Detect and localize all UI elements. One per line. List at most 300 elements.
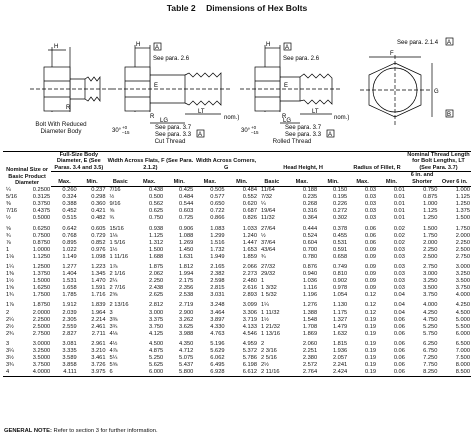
table-cell: 0.01 <box>393 208 405 215</box>
table-cell: 0.02 <box>393 225 405 232</box>
table-cell: 1.750 <box>455 225 470 232</box>
table-cell: 1.149 <box>62 253 77 260</box>
table-cell: 0.642 <box>62 225 77 232</box>
table-cell: 2½ <box>261 362 269 369</box>
table-cell: 3.589 <box>62 355 77 362</box>
see-para-33-b: See para. 3.3 <box>285 132 322 138</box>
table-cell: 1.859 <box>242 253 257 260</box>
label-a-4: A <box>447 40 452 46</box>
table-cell: 0.19 <box>364 340 377 347</box>
table-row <box>3 215 471 222</box>
table-cell: 5.629 <box>210 348 225 354</box>
table-cell: 0.302 <box>332 215 348 222</box>
table-cell: 1.345 <box>91 271 106 278</box>
table-row <box>3 362 471 369</box>
table-cell: 2.616 <box>242 285 257 292</box>
table-cell: 3.5000 <box>32 355 51 362</box>
table-cell: 2.500 <box>423 253 438 260</box>
table-cell: 0.272 <box>332 208 348 215</box>
table-cell: 2.538 <box>179 292 194 299</box>
table-cell: 0.09 <box>364 271 377 278</box>
header-thread: Nominal Thread Length for Bolt Lengths, LT (See Para. 3.7) <box>407 152 470 171</box>
table-cell: 27/32 <box>261 263 276 270</box>
table-cell: 4.250 <box>423 309 438 316</box>
table-cell: 2 11/16 <box>258 369 286 377</box>
table-cell: 3.625 <box>179 323 194 330</box>
table-cell: 1.388 <box>302 309 318 316</box>
table-row <box>3 240 471 247</box>
table-cell: 3.750 <box>423 292 438 299</box>
table-cell: 1.994 <box>179 271 194 278</box>
table-cell: 0.902 <box>332 278 348 285</box>
table-cell: 2.2500 <box>32 316 51 323</box>
table-cell: 1.277 <box>62 263 77 270</box>
table-cell: 0.360 <box>91 201 106 208</box>
label-g-4: G <box>434 89 439 95</box>
table-cell: 2.039 <box>62 309 77 316</box>
table-cell: 0.749 <box>332 263 348 270</box>
table-cell: 0.650 <box>210 201 225 208</box>
table-cell: 2.241 <box>332 362 348 369</box>
table-cell: 1.964 <box>91 309 106 316</box>
label-a-3b: A <box>328 132 333 138</box>
table-row <box>3 310 471 317</box>
table-cell: 3.081 <box>62 340 77 347</box>
table-cell: 3.248 <box>210 302 225 309</box>
table-cell: 6.928 <box>194 369 225 377</box>
table-cell: 0.938 <box>148 225 164 232</box>
table-cell: 1.815 <box>332 340 348 347</box>
table-cell: 1⅝ <box>6 285 14 292</box>
table-row <box>3 324 471 331</box>
sub-min: Min. <box>226 172 258 187</box>
table-cell: 0.388 <box>62 201 77 208</box>
table-cell: 1.130 <box>332 302 348 309</box>
see-para-214: See para. 2.1.4 <box>397 40 439 46</box>
table-cell: 4.250 <box>455 302 470 309</box>
table-cell: 2.060 <box>302 340 318 347</box>
table-cell: 1.949 <box>210 253 225 260</box>
table-cell: 0.750 <box>148 215 164 222</box>
table-cell: 5.250 <box>148 355 164 362</box>
table-cell: 0.603 <box>179 208 194 215</box>
label-a-2: A <box>155 45 160 51</box>
label-lg-2: LG <box>160 118 169 124</box>
table-row <box>3 233 471 240</box>
table-cell: 6.750 <box>423 348 438 354</box>
table-cell: 3.0000 <box>32 340 51 347</box>
table-cell: 0.06 <box>393 348 405 354</box>
table-cell: 0.2500 <box>32 186 51 193</box>
table-cell: 0.06 <box>393 330 405 337</box>
table-cell: 4.500 <box>455 309 470 316</box>
table-cell: 1.312 <box>148 239 164 246</box>
table-cell: 2.750 <box>423 263 438 270</box>
table-cell: 2 1/16 <box>109 271 126 278</box>
table-cell: 0.19 <box>364 316 377 323</box>
table-cell: 4.750 <box>423 316 438 323</box>
table-cell: 0.484 <box>242 187 257 194</box>
table-cell: 5.000 <box>455 316 470 323</box>
table-cell: 2.356 <box>179 285 194 292</box>
label-a-3: A <box>285 45 290 51</box>
table-cell: 0.544 <box>179 201 194 208</box>
header-flats: Width Across Flats, F (See Para. 2.1.2) <box>107 152 195 172</box>
table-cell: 1.6250 <box>32 285 51 292</box>
table-cell: 0.03 <box>393 278 405 285</box>
table-row <box>3 348 471 355</box>
table-cell: 1.479 <box>332 323 348 330</box>
table-cell: 0.19 <box>364 362 377 369</box>
table-cell: 2.250 <box>148 278 164 285</box>
table-cell: 4.546 <box>242 330 257 337</box>
table-cell: 2.711 <box>91 330 106 337</box>
table-cell: 4.330 <box>210 323 225 330</box>
label-f-4: F <box>390 51 394 57</box>
table-row <box>3 331 471 338</box>
table-cell: 1.327 <box>332 316 348 323</box>
figure-rolled-thread <box>240 42 349 138</box>
table-cell: 0.562 <box>148 201 164 208</box>
table-cell: 1.839 <box>91 302 106 309</box>
table-cell: 4.712 <box>179 348 194 354</box>
table-cell: 3.250 <box>455 271 470 278</box>
table-cell: 3⅜ <box>109 316 118 323</box>
table-row <box>3 201 471 208</box>
table-cell: 4⅞ <box>109 348 118 354</box>
table-cell: 1⅜ <box>6 271 14 278</box>
dimensions-table <box>3 151 471 377</box>
table-cell: 37/64 <box>261 239 276 246</box>
table-cell: ⅜ <box>6 201 11 208</box>
table-row <box>3 278 471 285</box>
label-h-2: H <box>136 42 141 48</box>
table-cell: 0.577 <box>210 194 225 201</box>
table-cell: 5.750 <box>423 330 438 337</box>
table-cell: 0.364 <box>302 215 318 222</box>
table-body <box>3 187 471 377</box>
table-cell: 0.876 <box>302 263 318 270</box>
table-cell: 0.620 <box>242 201 257 208</box>
table-cell: 0.425 <box>179 187 194 194</box>
table-cell: 2.250 <box>455 239 470 246</box>
table-cell: 2.424 <box>318 369 348 377</box>
table-cell: 0.500 <box>148 194 164 201</box>
see-para-33-a: See para. 3.3 <box>155 132 192 138</box>
table-cell: 3.210 <box>91 348 106 354</box>
table-cell: 2 <box>261 340 265 347</box>
table-cell: 1⅞ <box>109 263 118 270</box>
table-cell: 1¾ <box>6 292 14 299</box>
sub-max: Max. <box>134 172 164 187</box>
table-cell: 2 13/16 <box>109 302 129 309</box>
table-cell: 2.380 <box>302 355 318 362</box>
table-cell: 1.0000 <box>32 246 51 253</box>
table-cell: 1.732 <box>210 246 225 253</box>
table-cell: 2.827 <box>62 330 77 337</box>
table-cell: 1¼ <box>261 302 269 309</box>
table-cell: 2¼ <box>6 316 14 323</box>
table-cell: 1.653 <box>242 246 257 253</box>
table-cell: 2.812 <box>148 302 164 309</box>
table-cell: 0.06 <box>393 316 405 323</box>
label-b-4: B <box>447 112 452 118</box>
table-cell: 1 <box>261 278 265 285</box>
table-cell: 0.01 <box>393 194 405 201</box>
table-cell: 5/16 <box>6 194 18 201</box>
table-cell: 2.066 <box>242 263 257 270</box>
table-cell: 8.250 <box>406 369 438 377</box>
table-cell: 2 3/16 <box>261 348 277 354</box>
table-cell: ½ <box>109 194 115 201</box>
table-cell: 0.12 <box>364 309 377 316</box>
table-cell: 0.06 <box>364 239 377 246</box>
table-cell: 1.175 <box>332 309 348 316</box>
table-cell: 2.000 <box>455 232 470 239</box>
table-cell: 1⅛ <box>6 253 14 260</box>
table-cell: 4.500 <box>148 340 164 347</box>
table-cell: 3.858 <box>62 362 77 369</box>
table-cell: 0.01 <box>393 187 405 194</box>
table-cell: 2.961 <box>91 340 106 347</box>
see-para-26-b: See para. 2.6 <box>283 56 320 62</box>
table-cell: 1.250 <box>423 215 438 222</box>
table-cell: 2¾ <box>6 330 14 337</box>
label-r-2: R <box>150 114 155 120</box>
table-cell: 1.098 <box>91 253 106 260</box>
table-cell: 0.12 <box>364 302 377 309</box>
table-cell: 7.500 <box>455 355 470 362</box>
table-cell: 2.382 <box>210 271 225 278</box>
general-note <box>4 428 158 434</box>
table-cell: 6.062 <box>210 355 225 362</box>
table-cell: 0.906 <box>179 225 194 232</box>
table-cell: 0.03 <box>364 194 377 201</box>
table-cell: 0.260 <box>62 187 77 194</box>
table-cell: 0.750 <box>423 187 438 194</box>
label-e-3: E <box>284 83 289 89</box>
table-cell: 3.7500 <box>32 362 51 369</box>
table-cell: 1.7500 <box>32 292 51 299</box>
table-cell: 3.719 <box>242 316 257 323</box>
table-cell: 2¼ <box>109 278 118 285</box>
table-cell: 0.03 <box>393 246 405 253</box>
table-cell: 1.812 <box>179 263 194 270</box>
table-cell: 0.237 <box>91 187 106 194</box>
table-cell: 3.750 <box>148 323 164 330</box>
table-cell: 1½ <box>109 246 118 253</box>
table-cell: ¼ <box>261 201 266 208</box>
table-cell: 3.500 <box>455 278 470 285</box>
table-cell: 1.548 <box>302 316 318 323</box>
table-cell: 0.505 <box>210 187 225 194</box>
sub-min: Min. <box>78 172 107 187</box>
table-cell: 0.150 <box>332 187 348 194</box>
table-cell: 3 <box>109 309 113 316</box>
table-cell: 4⅛ <box>109 330 118 337</box>
table-cell: 3.726 <box>91 362 106 369</box>
table-row <box>3 369 471 377</box>
table-row <box>3 292 471 299</box>
table-cell: 0.940 <box>302 271 318 278</box>
table-cell: 6.612 <box>226 369 258 377</box>
table-cell: 1.3750 <box>32 271 51 278</box>
table-cell: 2.900 <box>179 309 194 316</box>
table-cell: 0.5000 <box>32 215 51 222</box>
table-cell: 0.03 <box>364 187 377 194</box>
table-row <box>3 187 471 195</box>
table-cell: 1.869 <box>302 330 318 337</box>
table-cell: 2.250 <box>423 246 438 253</box>
table-name: Dimensions of Hex Bolts <box>206 3 308 13</box>
label-a-2b: A <box>198 132 203 138</box>
table-cell: ½ <box>261 232 266 239</box>
table-cell: 1.036 <box>302 278 318 285</box>
table-cell: 1.500 <box>148 246 164 253</box>
table-cell: 0.06 <box>393 355 405 362</box>
table-cell: 4.763 <box>210 330 225 337</box>
table-cell: 43/64 <box>261 246 276 253</box>
table-cell: 0.725 <box>179 215 194 222</box>
table-cell: 2.0000 <box>32 309 51 316</box>
table-cell: 1¼ <box>6 263 14 270</box>
table-cell: 0.298 <box>91 194 106 201</box>
table-cell: 1.276 <box>302 302 318 309</box>
sub-max: Max. <box>348 172 377 187</box>
table-cell: 3.250 <box>423 278 438 285</box>
table-cell: 4½ <box>109 340 118 347</box>
table-cell: 1.000 <box>423 201 438 208</box>
table-cell: 6.250 <box>423 340 438 347</box>
table-cell: 3¾ <box>109 323 118 330</box>
sub-max: Max. <box>286 172 318 187</box>
bolt-figures <box>0 17 474 149</box>
table-cell: 0.852 <box>91 239 106 246</box>
sub-min: Min. <box>377 172 406 187</box>
table-cell: 3.897 <box>210 316 225 323</box>
table-cell: 0.768 <box>62 232 77 239</box>
table-cell: 0.7500 <box>32 232 51 239</box>
table-cell: 0.3750 <box>32 201 51 208</box>
table-cell: 0.378 <box>332 225 348 232</box>
table-cell: 6.198 <box>242 362 257 369</box>
table-cell: 2.5000 <box>32 323 51 330</box>
see-para-26-a: See para. 2.6 <box>153 56 190 62</box>
sub-basic: Basic <box>107 172 135 187</box>
table-cell: 2.062 <box>148 271 164 278</box>
table-cell: 0.605 <box>91 225 106 232</box>
table-cell: 2.764 <box>286 369 318 377</box>
sub-max: Max. <box>194 172 225 187</box>
table-cell: 1.716 <box>91 292 106 299</box>
table-cell: 2.572 <box>302 362 318 369</box>
table-cell: 2 5/16 <box>261 355 277 362</box>
table-cell: 0.03 <box>393 271 405 278</box>
tol-3a: +0 <box>251 125 257 130</box>
table-cell: 6 <box>107 369 135 377</box>
table-cell: 5⅝ <box>109 362 118 369</box>
table-cell: 0.687 <box>242 208 257 215</box>
table-cell: 1 11/16 <box>109 253 129 260</box>
table-cell: 0.06 <box>364 225 377 232</box>
table-cell: 3.262 <box>179 316 194 323</box>
table-cell: 1.912 <box>62 302 77 309</box>
table-cell: 0.8750 <box>32 239 51 246</box>
table-cell: 0.03 <box>364 215 377 222</box>
table-cell: 1.223 <box>91 263 106 270</box>
label-e-2: E <box>154 83 159 89</box>
table-cell: 0.04 <box>393 309 405 316</box>
table-cell: 2.305 <box>62 316 77 323</box>
table-cell: 3.975 <box>78 369 107 377</box>
table-cell: 1.299 <box>210 232 225 239</box>
table-cell: 0.01 <box>393 215 405 222</box>
label-lt-3: LT <box>312 109 319 115</box>
table-cell: 0.03 <box>364 201 377 208</box>
table-cell: 0.976 <box>91 246 106 253</box>
table-row <box>3 355 471 362</box>
table-cell: 0.4375 <box>32 208 51 215</box>
table-cell: 29/32 <box>261 271 276 278</box>
caption-rolled: Rolled Thread <box>272 138 312 145</box>
table-row <box>3 264 471 271</box>
table-cell: 0.866 <box>210 215 225 222</box>
table-cell: 3.375 <box>148 316 164 323</box>
table-cell: 4.125 <box>148 330 164 337</box>
table-cell: 1.500 <box>455 215 470 222</box>
sub-min: Min. <box>164 172 194 187</box>
header-nominal: Nominal Size or Basic Product Diameter <box>3 152 51 187</box>
table-cell: 0.06 <box>393 323 405 330</box>
table-cell: 5¼ <box>109 355 118 362</box>
caption-cut: Cut Thread <box>154 138 186 145</box>
table-cell: 1.632 <box>332 330 348 337</box>
table-cell: 0.03 <box>364 208 377 215</box>
table-cell: 1.470 <box>91 278 106 285</box>
table-cell: 0.729 <box>91 232 106 239</box>
sub-basic: Basic <box>258 172 286 187</box>
header-corners: Width Across Corners, G <box>194 152 258 172</box>
table-cell: 2.461 <box>91 323 106 330</box>
table-cell: 1.375 <box>455 208 470 215</box>
table-cell: 3¾ <box>6 362 14 369</box>
table-cell: 7.250 <box>423 355 438 362</box>
table-cell: 3.000 <box>455 263 470 270</box>
label-lt-2: LT <box>198 109 205 115</box>
table-cell: 0.625 <box>148 208 164 215</box>
table-cell: 7/16 <box>109 187 121 194</box>
table-cell: 0.484 <box>179 194 194 201</box>
table-cell: 11/32 <box>261 215 275 222</box>
see-para-37-a: See para. 3.7 <box>155 125 192 131</box>
table-cell: 0.19 <box>364 330 377 337</box>
table-row <box>3 271 471 278</box>
table-row <box>3 285 471 292</box>
table-cell: 1 3/32 <box>261 285 277 292</box>
figure-reduced-body <box>30 44 112 112</box>
table-cell: 0.19 <box>348 369 377 377</box>
table-cell: 0.268 <box>302 201 318 208</box>
table-cell: 1 5/16 <box>109 239 126 246</box>
table-cell: 0.06 <box>393 362 405 369</box>
table-cell: 4.133 <box>242 323 257 330</box>
table-cell: 0.04 <box>393 302 405 309</box>
table-cell: 0.09 <box>364 263 377 270</box>
angle-3: 30° <box>241 128 251 134</box>
table-cell: ¾ <box>6 232 11 239</box>
table-cell: 4.350 <box>179 340 194 347</box>
table-row <box>3 247 471 254</box>
